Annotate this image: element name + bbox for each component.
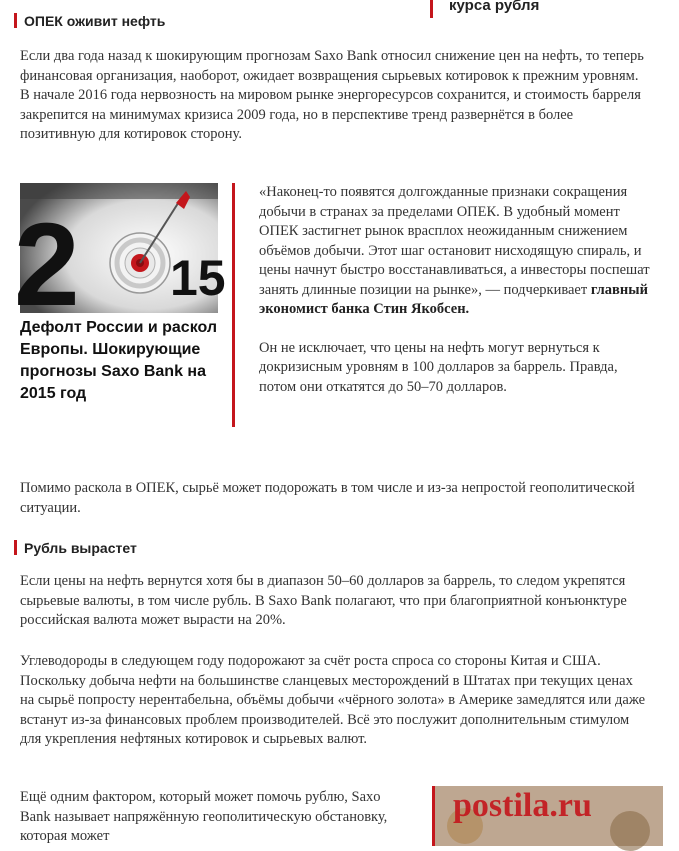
coin-icon — [610, 811, 650, 851]
promo-image[interactable] — [14, 183, 226, 331]
section2-paragraph-1: Если цены на нефть вернутся хотя бы в диапазон 50–60 долларов за баррель, то следом укрепятся сырьевые валюты, в том числе рубль. В Saxo Bank полагают, что при благоприятной конъюнктуре российская валюта может вырасти на 20%. — [20, 573, 627, 628]
quote-followup: Он не исключает, что цены на нефть могут вернуться к докризисным уровням в 100 долларов за баррель. Правда, потом они откатятся до 50–70 долларов. — [259, 339, 618, 395]
promo-title[interactable]: Дефолт России и раскол Европы. Шокирующие прогнозы Saxo Bank на 2015 год — [20, 319, 218, 402]
section2-paragraph-3: Ещё одним фактором, который может помочь рублю, Saxo Bank называет напряжённую геополитическую обстановку, которая может — [20, 789, 388, 844]
quote-body: «Наконец-то появятся долгожданные признаки сокращения добычи в странах за пределами ОПЕК. В удобный момент ОПЕК застигнет рынок врасплох неожиданным снижением объёмов добычи. Этот шаг остановит нисходящую спираль, и цены начнут быстро восстанавливаться, а инвесторы поспешат занять длинные позиции на рынке», — подчеркивает — [259, 184, 650, 298]
quote-text — [259, 183, 652, 320]
top-bar — [0, 0, 660, 34]
blockquote — [232, 183, 652, 427]
quote-author: главный экономист банка Стин Якобсен. — [259, 281, 648, 317]
section1-end: Помимо раскола в ОПЕК, сырьё может подорожать в том числе и из-за непростой геополитической ситуации. — [20, 480, 635, 516]
section-heading-opec: ОПЕК оживит нефть — [14, 12, 165, 30]
section1-intro: Если два года назад к шокирующим прогнозам Saxo Bank относил снижение цен на нефть, то теперь финансовая организация, наоборот, ожидает возвращения сырьевых котировок к прежним уровням. В начале 2016 года нервозность на мировом рынке энергоресурсов сохранится, и стоимость барреля закрепится на минимумах кризиса 2009 года, но в перспективе тренд развернётся в более позитивную для котировок сторону. — [20, 48, 644, 142]
promo-image-digit-2: 2 — [14, 199, 80, 331]
related-article-title[interactable]: курса рубля — [449, 0, 540, 14]
related-promo[interactable] — [14, 183, 226, 405]
section2-paragraph-2: Углеводороды в следующем году подорожают за счёт роста спроса со стороны Китая и США. Поскольку добыча нефти на большинстве сланцевых месторождений в Штатах при текущих ценах на сырьё попросту нерентабельна, объёмы добычи «чёрного золота» в Америке замедлятся или даже встанут из-за финансовых проблем производителей. Всё это послужит дополнительным стимулом для укрепления нефтяных котировок и сырьевых валют. — [20, 653, 646, 747]
watermark: postila.ru — [453, 787, 592, 824]
bottom-promo-image[interactable] — [435, 786, 663, 846]
related-article-link[interactable] — [430, 0, 679, 18]
section-heading-ruble: Рубль вырастет — [14, 539, 137, 557]
bottom-related-promo[interactable] — [432, 786, 663, 846]
promo-image-digits-15: 15 — [170, 250, 226, 306]
